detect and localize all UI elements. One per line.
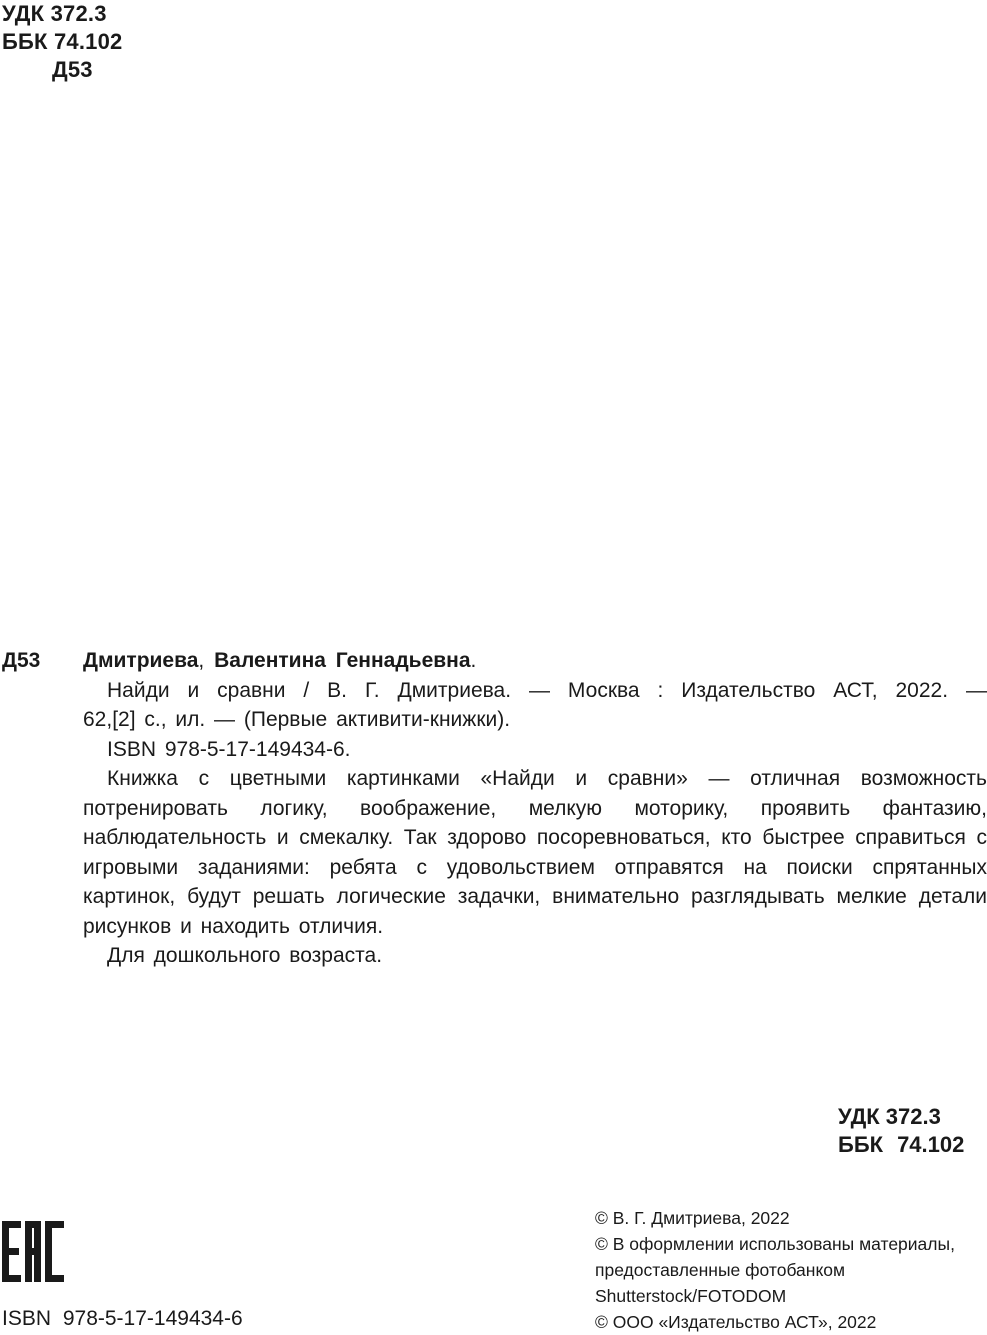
copyright-author: © В. Г. Дмитриева, 2022 xyxy=(595,1208,790,1228)
top-classification-codes xyxy=(2,0,122,84)
copyright-design-note-line-2: предоставленные фотобанком xyxy=(595,1260,846,1280)
author-surname: Дмитриева xyxy=(83,649,199,672)
copyright-publisher: © ООО «Издательство АСТ», 2022 xyxy=(595,1312,877,1332)
bottom-udk-code: УДК 372.3 xyxy=(838,1104,941,1129)
title-statement-line-1: Найди и сравни / В. Г. Дмитриева. — Москва : Издательство АСТ, 2022. — xyxy=(107,678,987,702)
bibliographic-record xyxy=(0,646,987,971)
isbn-bottom: ISBN 978-5-17-149434-6 xyxy=(2,1307,243,1330)
copyright-design-note-line-1: © В оформлении использованы материалы, xyxy=(595,1234,955,1254)
author-comma: , xyxy=(198,649,205,672)
bbk-code: ББК 74.102 xyxy=(2,29,123,54)
author-sign-code: Д53 xyxy=(52,57,93,82)
bottom-bbk-code xyxy=(838,1131,964,1159)
record-isbn: ISBN 978-5-17-149434-6. xyxy=(107,737,351,761)
record-author-code: Д53 xyxy=(2,649,41,672)
udk-code: УДК 372.3 xyxy=(2,1,107,26)
copyright-block xyxy=(595,1205,987,1335)
annotation-text: Книжка с цветными картинками «Найди и сравни» — отличная возможность потренировать логику, воображение, мелкую моторику, проявить фантазию, наблюдательность и смекалку. Так здорово посоревноваться, кто быстрее справиться с игровыми заданиями: ребята с удовольствием отправятся на поиски спрятанных картинок, будут решать логические задачки, внимательно разглядывать мелкие детали рисунков и находить отличия. xyxy=(83,767,987,938)
audience-note: Для дошкольного возраста. xyxy=(107,944,383,967)
author-heading xyxy=(0,646,987,676)
title-statement-line-2: 62,[2] с., ил. — (Первые активити-книжки). xyxy=(83,708,511,731)
author-period: . xyxy=(470,649,477,672)
copyright-photobank: Shutterstock/FOTODOM xyxy=(595,1286,787,1306)
eac-conformity-mark-icon xyxy=(2,1221,64,1282)
author-given-names: Валентина Геннадьевна xyxy=(214,649,471,672)
bottom-classification-codes xyxy=(838,1103,964,1159)
bottom-bbk-label: ББК xyxy=(838,1132,884,1157)
author-name xyxy=(83,646,476,676)
bottom-bbk-value: 74.102 xyxy=(897,1132,965,1157)
